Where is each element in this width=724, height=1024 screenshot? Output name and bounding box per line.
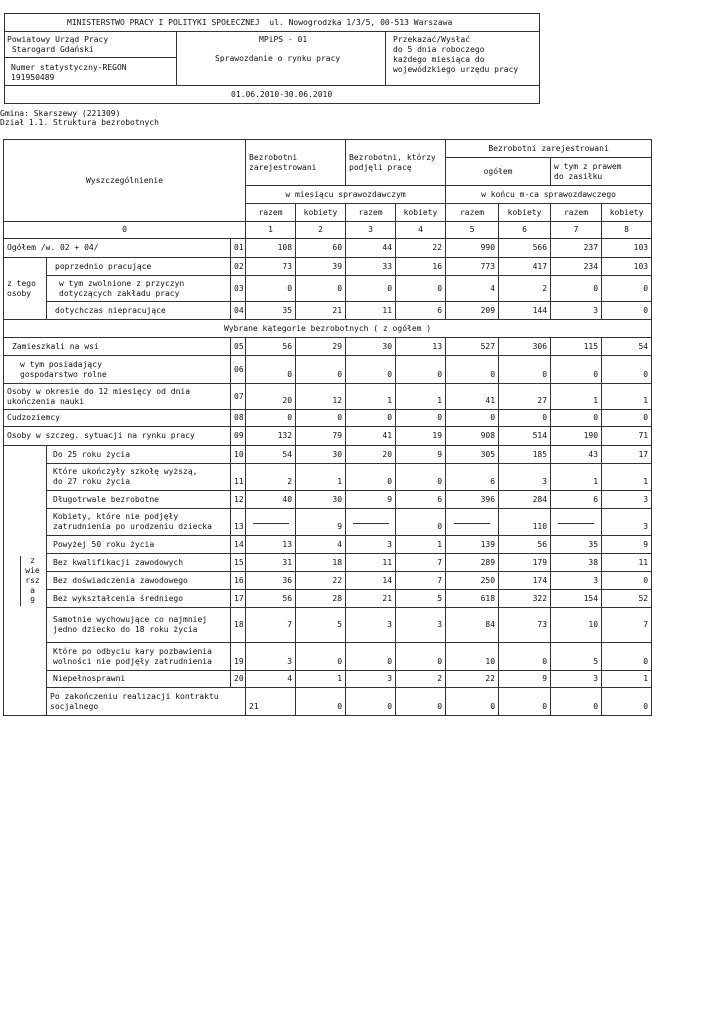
cell: 71 (602, 427, 652, 446)
cell: 0 (602, 572, 652, 590)
cell: 30 (296, 446, 346, 464)
row-number: 14 (231, 536, 246, 554)
cell: 1 (602, 384, 652, 410)
cell: 1 (602, 464, 652, 491)
period-box (4, 85, 540, 104)
cell: 3 (396, 608, 446, 643)
cell: 3 (602, 491, 652, 509)
cell: 396 (446, 491, 499, 509)
cell: 39 (296, 258, 346, 276)
cell: 16 (396, 258, 446, 276)
col-index: 5 (446, 222, 499, 239)
cell: 103 (602, 258, 652, 276)
cell: 29 (296, 338, 346, 356)
cell: 0 (396, 276, 446, 302)
section-header: Wybrane kategorie bezrobotnych ( z ogółem ) (4, 320, 652, 338)
group-label-z-tego-osoby: z tego osoby (4, 258, 47, 320)
row-number: 10 (231, 446, 246, 464)
row-number: 04 (231, 302, 246, 320)
cell: 31 (246, 554, 296, 572)
cell: 38 (551, 554, 602, 572)
cell: 0 (346, 410, 396, 427)
cell: 36 (246, 572, 296, 590)
cell: 40 (246, 491, 296, 509)
cell: 54 (602, 338, 652, 356)
cell: 0 (551, 688, 602, 716)
cell: 84 (446, 608, 499, 643)
cell: 0 (396, 464, 446, 491)
cell: 132 (246, 427, 296, 446)
section-title: Dział 1.1. Struktura bezrobotnych (0, 118, 159, 127)
table-row (4, 446, 652, 464)
cell: 0 (396, 356, 446, 384)
row-number: 11 (231, 464, 246, 491)
col-kobiety: kobiety (396, 204, 446, 222)
cell: 0 (602, 688, 652, 716)
cell: 0 (551, 410, 602, 427)
cell: 56 (499, 536, 551, 554)
col-head-w-koncu: w końcu m-ca sprawozdawczego (446, 186, 652, 204)
table-row (4, 643, 652, 671)
period-text: 01.06.2010-30.06.2010 (231, 90, 333, 99)
cell: 305 (446, 446, 499, 464)
dash-line (353, 523, 389, 524)
cell: 0 (346, 464, 396, 491)
cell: 3 (602, 509, 652, 536)
row-number: 19 (231, 643, 246, 671)
cell: 284 (499, 491, 551, 509)
cell: 9 (296, 509, 346, 536)
cell: 0 (346, 356, 396, 384)
cell: 56 (246, 338, 296, 356)
cell: 0 (551, 276, 602, 302)
structure-table (3, 139, 652, 716)
group-cell-z-wiersza-9 (4, 446, 47, 716)
row-number: 05 (231, 338, 246, 356)
col-head-zasilek: w tym z prawem do zasiłku (551, 158, 652, 186)
cell: 0 (296, 276, 346, 302)
cell: 54 (246, 446, 296, 464)
cell: 1 (296, 464, 346, 491)
cell: 9 (396, 446, 446, 464)
cell: 0 (446, 688, 499, 716)
cell: 115 (551, 338, 602, 356)
cell: 2 (396, 671, 446, 688)
cell: 73 (246, 258, 296, 276)
row-label: Po zakończeniu realizacji kontraktu socjalnego (47, 688, 246, 716)
cell: 289 (446, 554, 499, 572)
col-index: 8 (602, 222, 652, 239)
cell: 3 (551, 572, 602, 590)
divider (176, 32, 177, 86)
cell: 250 (446, 572, 499, 590)
cell: 4 (296, 536, 346, 554)
divider (385, 32, 386, 86)
cell: 990 (446, 239, 499, 258)
row-label: Kobiety, które nie podjęły zatrudnienia po urodzeniu dziecka (47, 509, 231, 536)
table-row (4, 554, 652, 572)
form-code: MPiPS - 01 (259, 35, 308, 44)
cell-dash (446, 509, 499, 536)
cell: 12 (296, 384, 346, 410)
row-number: 13 (231, 509, 246, 536)
cell: 6 (446, 464, 499, 491)
cell: 20 (346, 446, 396, 464)
cell: 41 (346, 427, 396, 446)
col-head-ogolem: ogółem (446, 158, 551, 186)
table-row (4, 356, 652, 384)
cell: 2 (499, 276, 551, 302)
cell: 10 (446, 643, 499, 671)
cell: 35 (246, 302, 296, 320)
cell: 0 (602, 302, 652, 320)
cell: 0 (602, 643, 652, 671)
col-head-zarejestrowani-2: Bezrobotni zarejestrowani (446, 140, 652, 158)
regon-value: 191950489 (11, 73, 55, 82)
col-index: 4 (396, 222, 446, 239)
col-razem: razem (551, 204, 602, 222)
row-label: Ogółem /w. 02 + 04/ (4, 239, 231, 258)
cell: 174 (499, 572, 551, 590)
col-kobiety: kobiety (499, 204, 551, 222)
cell: 3 (246, 643, 296, 671)
cell: 110 (499, 509, 551, 536)
row-label: Powyżej 50 roku życia (47, 536, 231, 554)
cell: 0 (296, 356, 346, 384)
cell: 179 (499, 554, 551, 572)
deadline-text: Przekazać/Wysłać do 5 dnia roboczego każdego miesiąca do wojewódzkiego urzędu pracy (393, 35, 519, 74)
cell: 5 (296, 608, 346, 643)
gmina-label: Gmina: Skarszewy (221309) (0, 109, 121, 118)
col-kobiety: kobiety (602, 204, 652, 222)
cell: 13 (246, 536, 296, 554)
cell: 10 (551, 608, 602, 643)
table-row (4, 572, 652, 590)
cell: 0 (296, 688, 346, 716)
row-label: Do 25 roku życia (47, 446, 231, 464)
cell: 5 (396, 590, 446, 608)
cell: 139 (446, 536, 499, 554)
row-label: w tym posiadający gospodarstwo rolne (4, 356, 231, 384)
form-title: Sprawozdanie o rynku pracy (215, 54, 341, 63)
cell: 6 (551, 491, 602, 509)
cell: 7 (396, 572, 446, 590)
cell: 2 (246, 464, 296, 491)
cell-dash (551, 509, 602, 536)
cell: 0 (602, 276, 652, 302)
cell: 0 (396, 410, 446, 427)
cell: 0 (446, 410, 499, 427)
row-number: 17 (231, 590, 246, 608)
row-number: 08 (231, 410, 246, 427)
cell: 618 (446, 590, 499, 608)
cell: 1 (551, 464, 602, 491)
table-row (4, 384, 652, 410)
col-index: 6 (499, 222, 551, 239)
cell: 4 (446, 276, 499, 302)
cell: 52 (602, 590, 652, 608)
cell: 514 (499, 427, 551, 446)
table-row (4, 258, 652, 276)
cell: 0 (296, 410, 346, 427)
col-head-podjeli: Bezrobotni, którzy podjęli pracę (346, 140, 446, 186)
cell: 0 (246, 276, 296, 302)
office-name: Powiatowy Urząd Pracy Starogard Gdański (7, 35, 109, 54)
cell: 5 (551, 643, 602, 671)
cell: 27 (499, 384, 551, 410)
row-label: Które ukończyły szkołę wyższą, do 27 roku życia (47, 464, 231, 491)
header-info-box (4, 31, 540, 86)
group-label-z-wiersza-9: z wie rsz a 9 (20, 556, 39, 606)
cell: 190 (551, 427, 602, 446)
regon-label: Numer statystyczny-REGON (11, 63, 127, 72)
cell: 79 (296, 427, 346, 446)
cell: 0 (446, 356, 499, 384)
cell: 306 (499, 338, 551, 356)
cell: 3 (346, 608, 396, 643)
cell: 1 (346, 384, 396, 410)
cell: 0 (396, 509, 446, 536)
cell: 43 (551, 446, 602, 464)
cell: 22 (296, 572, 346, 590)
cell: 9 (346, 491, 396, 509)
row-number: 06 (231, 356, 246, 384)
row-number: 01 (231, 239, 246, 258)
row-label: Bez doświadczenia zawodowego (47, 572, 231, 590)
cell: 18 (296, 554, 346, 572)
col-kobiety: kobiety (296, 204, 346, 222)
cell: 566 (499, 239, 551, 258)
col-head-wyszczegolnienie: Wyszczególnienie (4, 140, 246, 222)
row-label: Długotrwale bezrobotne (47, 491, 231, 509)
cell: 44 (346, 239, 396, 258)
cell: 0 (346, 276, 396, 302)
header-ministry-box (4, 13, 540, 32)
cell: 1 (396, 384, 446, 410)
cell: 4 (246, 671, 296, 688)
row-number: 20 (231, 671, 246, 688)
dash-line (558, 523, 594, 524)
cell: 60 (296, 239, 346, 258)
cell: 773 (446, 258, 499, 276)
cell: 144 (499, 302, 551, 320)
cell: 13 (396, 338, 446, 356)
cell: 30 (346, 338, 396, 356)
cell: 527 (446, 338, 499, 356)
cell: 19 (396, 427, 446, 446)
cell: 0 (346, 688, 396, 716)
row-label: dotychczas niepracujące (47, 302, 231, 320)
col-index: 1 (246, 222, 296, 239)
cell: 1 (551, 384, 602, 410)
cell: 7 (396, 554, 446, 572)
cell: 908 (446, 427, 499, 446)
col-head-w-miesiacu: w miesiącu sprawozdawczym (246, 186, 446, 204)
col-razem: razem (346, 204, 396, 222)
cell: 17 (602, 446, 652, 464)
col-index: 0 (4, 222, 246, 239)
cell: 7 (246, 608, 296, 643)
cell: 0 (499, 643, 551, 671)
col-razem: razem (446, 204, 499, 222)
row-label: Osoby w szczeg. sytuacji na rynku pracy (4, 427, 231, 446)
cell: 209 (446, 302, 499, 320)
cell: 22 (396, 239, 446, 258)
row-number: 18 (231, 608, 246, 643)
cell: 22 (446, 671, 499, 688)
cell: 322 (499, 590, 551, 608)
cell: 237 (551, 239, 602, 258)
table-row (4, 276, 652, 302)
cell: 1 (396, 536, 446, 554)
table-row (4, 608, 652, 643)
row-label: Osoby w okresie do 12 miesięcy od dnia ukończenia nauki (4, 384, 231, 410)
cell: 73 (499, 608, 551, 643)
cell: 0 (602, 356, 652, 384)
table-row (4, 410, 652, 427)
cell: 0 (246, 356, 296, 384)
cell: 417 (499, 258, 551, 276)
row-label: Bez kwalifikacji zawodowych (47, 554, 231, 572)
cell: 0 (396, 643, 446, 671)
cell: 103 (602, 239, 652, 258)
table-row (4, 688, 652, 716)
table-row (4, 338, 652, 356)
table-row (4, 590, 652, 608)
ministry-line: MINISTERSTWO PRACY I POLITYKI SPOŁECZNEJ ul. Nowogrodzka 1/3/5, 00-513 Warszawa (67, 18, 453, 27)
cell-dash (346, 509, 396, 536)
row-label: Zamieszkali na wsi (4, 338, 231, 356)
cell: 234 (551, 258, 602, 276)
col-index: 2 (296, 222, 346, 239)
row-label: w tym zwolnione z przyczyn dotyczących zakładu pracy (47, 276, 231, 302)
cell: 0 (246, 410, 296, 427)
cell: 108 (246, 239, 296, 258)
divider (5, 57, 176, 58)
cell: 28 (296, 590, 346, 608)
table-row (4, 536, 652, 554)
cell-dash (246, 509, 296, 536)
col-head-zarejestrowani: Bezrobotni zarejestrowani (246, 140, 346, 186)
cell: 35 (551, 536, 602, 554)
cell: 20 (246, 384, 296, 410)
table-row (4, 509, 652, 536)
row-label: Które po odbyciu kary pozbawienia wolności nie podjęły zatrudnienia (47, 643, 231, 671)
cell: 3 (551, 302, 602, 320)
cell: 7 (602, 608, 652, 643)
row-number: 15 (231, 554, 246, 572)
cell: 3 (551, 671, 602, 688)
cell: 0 (296, 643, 346, 671)
row-label: Cudzoziemcy (4, 410, 231, 427)
cell: 6 (396, 491, 446, 509)
col-razem: razem (246, 204, 296, 222)
cell: 3 (499, 464, 551, 491)
table-row (4, 464, 652, 491)
row-number: 02 (231, 258, 246, 276)
row-label: Bez wykształcenia średniego (47, 590, 231, 608)
cell: 11 (602, 554, 652, 572)
cell: 30 (296, 491, 346, 509)
cell: 3 (346, 671, 396, 688)
cell: 0 (499, 410, 551, 427)
cell: 9 (499, 671, 551, 688)
row-number: 12 (231, 491, 246, 509)
cell: 33 (346, 258, 396, 276)
table-row (4, 671, 652, 688)
row-label: Samotnie wychowujące co najmniej jedno dziecko do 18 roku życia (47, 608, 231, 643)
table-row (4, 491, 652, 509)
cell: 41 (446, 384, 499, 410)
cell: 14 (346, 572, 396, 590)
row-number: 03 (231, 276, 246, 302)
cell: 21 (346, 590, 396, 608)
cell: 0 (551, 356, 602, 384)
cell: 0 (346, 643, 396, 671)
cell: 6 (396, 302, 446, 320)
row-number: 16 (231, 572, 246, 590)
dash-line (253, 523, 289, 524)
cell: 0 (499, 688, 551, 716)
table-row (4, 302, 652, 320)
cell: 0 (499, 356, 551, 384)
cell: 21 (296, 302, 346, 320)
row-label: poprzednio pracujące (47, 258, 231, 276)
cell: 0 (396, 688, 446, 716)
cell: 3 (346, 536, 396, 554)
cell: 0 (602, 410, 652, 427)
cell: 11 (346, 302, 396, 320)
row-number: 09 (231, 427, 246, 446)
cell: 154 (551, 590, 602, 608)
table-row (4, 239, 652, 258)
row-number: 21 (246, 688, 296, 716)
dash-line (454, 523, 490, 524)
col-index: 3 (346, 222, 396, 239)
table-row (4, 427, 652, 446)
col-index: 7 (551, 222, 602, 239)
cell: 1 (602, 671, 652, 688)
row-label: Niepełnosprawni (47, 671, 231, 688)
cell: 9 (602, 536, 652, 554)
row-number: 07 (231, 384, 246, 410)
cell: 1 (296, 671, 346, 688)
cell: 56 (246, 590, 296, 608)
cell: 11 (346, 554, 396, 572)
cell: 185 (499, 446, 551, 464)
